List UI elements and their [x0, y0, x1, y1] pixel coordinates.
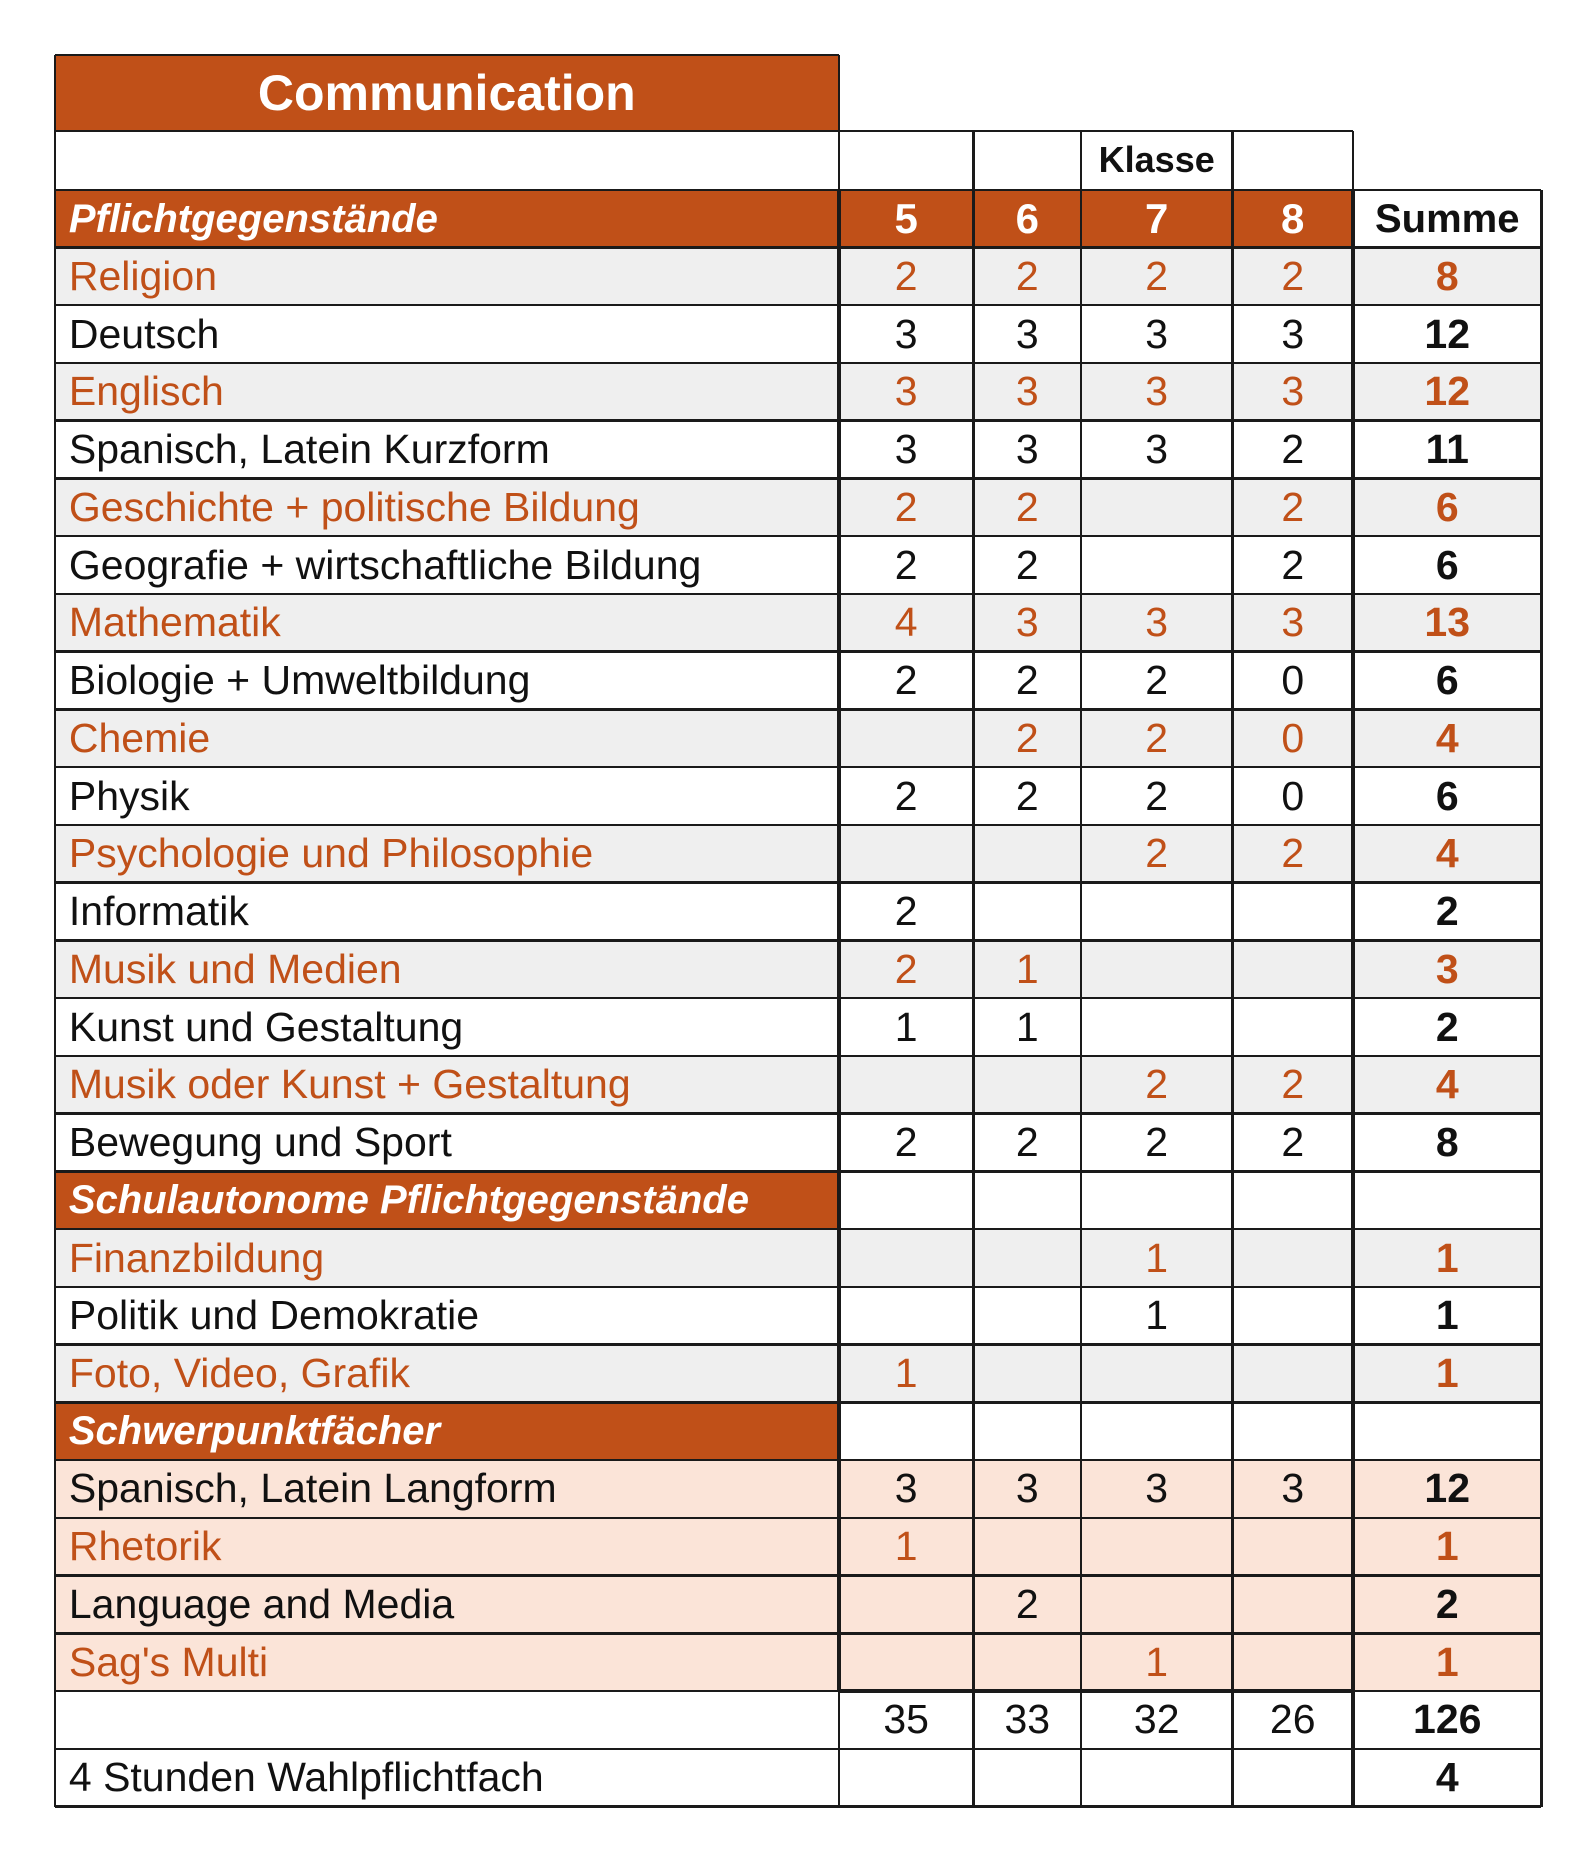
sum-cell: 2	[1353, 1576, 1542, 1634]
hours-cell: 2	[1081, 767, 1233, 825]
hours-cell: 3	[1232, 594, 1353, 652]
hours-cell: 3	[839, 305, 974, 363]
sum-cell: 4	[1353, 1056, 1542, 1114]
sum-cell: 6	[1353, 767, 1542, 825]
subject-label: Biologie + Umweltbildung	[55, 652, 839, 710]
subject-label: Chemie	[55, 709, 839, 767]
blank-cell	[1081, 1171, 1233, 1229]
grid-line	[55, 54, 839, 56]
hours-cell: 4	[839, 594, 974, 652]
hours-cell	[839, 1229, 974, 1287]
hours-cell	[974, 1287, 1081, 1345]
hours-cell: 3	[1081, 305, 1233, 363]
sum-cell: 4	[1353, 709, 1542, 767]
hours-cell	[974, 1345, 1081, 1403]
total-cell: 33	[974, 1691, 1081, 1749]
hours-cell: 2	[839, 1114, 974, 1172]
subject-label: Mathematik	[55, 594, 839, 652]
subject-label: Language and Media	[55, 1576, 839, 1634]
subject-label: Rhetorik	[55, 1518, 839, 1576]
hours-cell: 3	[1232, 1460, 1353, 1518]
grid-line	[55, 419, 1542, 421]
hours-cell	[839, 1056, 974, 1114]
footer-sum-cell: 4	[1353, 1749, 1542, 1807]
hours-cell	[1232, 1345, 1353, 1403]
hours-cell: 1	[839, 1518, 974, 1576]
grid-line	[54, 190, 56, 1807]
sum-cell: 1	[1353, 1229, 1542, 1287]
blank-cell	[1081, 1402, 1233, 1460]
hours-cell: 2	[974, 247, 1081, 305]
hours-cell: 3	[1081, 594, 1233, 652]
hours-cell	[839, 1287, 974, 1345]
grid-line	[55, 304, 1542, 306]
grid-line	[55, 939, 1542, 941]
hours-cell: 3	[1081, 363, 1233, 421]
hours-cell	[974, 1056, 1081, 1114]
hours-cell	[1232, 1576, 1353, 1634]
sum-cell: 11	[1353, 421, 1542, 479]
hours-cell	[1232, 1287, 1353, 1345]
hours-cell	[974, 1229, 1081, 1287]
grid-line	[1231, 131, 1233, 189]
grid-line	[55, 881, 1542, 883]
blank-header-cell	[974, 131, 1081, 189]
grid-line	[55, 708, 1542, 710]
hours-cell: 3	[1232, 305, 1353, 363]
sum-cell: 3	[1353, 940, 1542, 998]
total-cell: 32	[1081, 1691, 1233, 1749]
hours-cell: 2	[1232, 825, 1353, 883]
grid-line	[55, 1632, 1542, 1634]
sum-cell: 8	[1353, 1114, 1542, 1172]
hours-cell: 2	[1081, 247, 1233, 305]
sum-cell: 1	[1353, 1633, 1542, 1691]
grid-line	[1351, 190, 1355, 1691]
page-title: Communication	[55, 55, 839, 131]
hours-cell: 1	[839, 998, 974, 1056]
hours-cell: 3	[839, 421, 974, 479]
hours-cell: 2	[839, 478, 974, 536]
grand-total-cell: 126	[1353, 1691, 1542, 1749]
hours-cell	[1081, 883, 1233, 941]
hours-cell: 0	[1232, 767, 1353, 825]
hours-cell: 2	[1081, 825, 1233, 883]
grid-line	[55, 1228, 1542, 1230]
subject-label: Psychologie und Philosophie	[55, 825, 839, 883]
blank-cell	[839, 1749, 974, 1807]
subject-label: Musik oder Kunst + Gestaltung	[55, 1056, 839, 1114]
hours-cell: 3	[974, 363, 1081, 421]
grid-line	[839, 1689, 1353, 1693]
grid-line	[55, 130, 839, 132]
subject-label: Spanisch, Latein Langform	[55, 1460, 839, 1518]
hours-cell: 3	[1081, 1460, 1233, 1518]
grid-line	[55, 650, 1542, 652]
hours-cell	[839, 709, 974, 767]
footer-label: 4 Stunden Wahlpflichtfach	[55, 1749, 839, 1807]
grid-line	[55, 1574, 1542, 1576]
section-header: Schwerpunktfächer	[55, 1402, 839, 1460]
hours-cell: 2	[1232, 536, 1353, 594]
hours-cell: 1	[1081, 1229, 1233, 1287]
hours-cell: 2	[1081, 1114, 1233, 1172]
hours-cell	[974, 1633, 1081, 1691]
sum-cell: 2	[1353, 998, 1542, 1056]
grid-line	[55, 1112, 1542, 1114]
hours-cell: 3	[1081, 421, 1233, 479]
subject-label: Spanisch, Latein Kurzform	[55, 421, 839, 479]
grid-line	[55, 593, 1542, 595]
blank-cell	[1353, 1402, 1542, 1460]
grid-line	[837, 190, 841, 1691]
hours-cell	[839, 1576, 974, 1634]
sum-cell: 6	[1353, 652, 1542, 710]
hours-cell: 3	[974, 1460, 1081, 1518]
hours-cell	[974, 825, 1081, 883]
hours-cell: 1	[974, 998, 1081, 1056]
hours-cell	[974, 883, 1081, 941]
hours-cell	[1081, 1518, 1233, 1576]
hours-cell: 3	[974, 421, 1081, 479]
subject-label: Foto, Video, Grafik	[55, 1345, 839, 1403]
grid-line	[55, 1343, 1542, 1345]
hours-cell: 1	[974, 940, 1081, 998]
total-cell: 35	[839, 1691, 974, 1749]
grid-line	[1080, 190, 1082, 1807]
grid-line	[55, 1517, 1542, 1519]
grid-line	[55, 362, 1542, 364]
blank-cell	[839, 1402, 974, 1460]
subject-label: Sag's Multi	[55, 1633, 839, 1691]
hours-cell: 0	[1232, 709, 1353, 767]
grid-line	[838, 55, 840, 131]
hours-cell: 2	[839, 247, 974, 305]
hours-cell: 2	[839, 883, 974, 941]
grid-line	[55, 1055, 1542, 1057]
subject-label: Physik	[55, 767, 839, 825]
grid-line	[55, 1459, 1542, 1461]
hours-cell	[1232, 883, 1353, 941]
hours-cell: 2	[1081, 709, 1233, 767]
sum-cell: 12	[1353, 1460, 1542, 1518]
sum-cell: 2	[1353, 883, 1542, 941]
hours-cell	[974, 1518, 1081, 1576]
hours-cell	[1232, 1633, 1353, 1691]
blank-cell	[974, 1749, 1081, 1807]
grid-line	[55, 189, 1542, 191]
sum-cell: 13	[1353, 594, 1542, 652]
hours-cell: 3	[839, 363, 974, 421]
subject-label: Finanzbildung	[55, 1229, 839, 1287]
hours-cell: 0	[1232, 652, 1353, 710]
hours-cell: 2	[1232, 478, 1353, 536]
sum-cell: 12	[1353, 363, 1542, 421]
hours-cell: 1	[839, 1345, 974, 1403]
section-header: Pflichtgegenstände	[55, 190, 839, 248]
hours-cell: 1	[1081, 1633, 1233, 1691]
sum-cell: 8	[1353, 247, 1542, 305]
sum-cell: 1	[1353, 1287, 1542, 1345]
grade-column-8: 8	[1232, 190, 1353, 248]
hours-cell	[1081, 1576, 1233, 1634]
sum-cell: 1	[1353, 1518, 1542, 1576]
sum-cell: 6	[1353, 478, 1542, 536]
summe-header: Summe	[1374, 196, 1520, 241]
blank-cell	[1081, 1749, 1233, 1807]
grid-line	[55, 997, 1542, 999]
hours-cell	[839, 1633, 974, 1691]
subject-label: Kunst und Gestaltung	[55, 998, 839, 1056]
sum-cell: 12	[1353, 305, 1542, 363]
grid-line	[55, 824, 1542, 826]
hours-cell: 2	[974, 652, 1081, 710]
sum-cell: 6	[1353, 536, 1542, 594]
grid-line	[54, 55, 56, 131]
blank-header-cell	[55, 131, 839, 189]
hours-cell: 2	[1232, 1056, 1353, 1114]
hours-cell: 2	[1081, 652, 1233, 710]
blank-cell	[839, 1171, 974, 1229]
sum-cell: 1	[1353, 1345, 1542, 1403]
blank-cell	[55, 1691, 839, 1749]
hours-cell: 2	[839, 652, 974, 710]
hours-cell: 3	[974, 305, 1081, 363]
grid-line	[55, 1286, 1542, 1288]
blank-cell	[1232, 1749, 1353, 1807]
blank-cell	[1232, 1171, 1353, 1229]
grid-line	[55, 535, 1542, 537]
grid-line	[1352, 131, 1354, 189]
hours-cell: 2	[1232, 1114, 1353, 1172]
hours-cell: 2	[1232, 247, 1353, 305]
grid-line	[55, 766, 1542, 768]
grid-line	[54, 131, 56, 189]
grid-line	[55, 246, 1542, 248]
grid-line	[55, 477, 1542, 479]
hours-cell	[1081, 478, 1233, 536]
hours-cell	[1232, 1229, 1353, 1287]
hours-cell: 2	[974, 1576, 1081, 1634]
hours-cell	[1232, 940, 1353, 998]
hours-cell: 3	[974, 594, 1081, 652]
blank-cell	[1232, 1402, 1353, 1460]
section-header: Schulautonome Pflichtgegenstände	[55, 1171, 839, 1229]
grid-line	[55, 1748, 1542, 1750]
grid-line	[55, 1401, 1542, 1403]
subject-label: Geschichte + politische Bildung	[55, 478, 839, 536]
grid-line	[839, 130, 1353, 132]
hours-cell: 2	[1232, 421, 1353, 479]
hours-cell: 2	[974, 1114, 1081, 1172]
grid-line	[1080, 131, 1082, 189]
subject-label: Informatik	[55, 883, 839, 941]
subject-label: Religion	[55, 247, 839, 305]
hours-cell: 3	[1232, 363, 1353, 421]
grid-line	[972, 190, 974, 1807]
subject-label: Geografie + wirtschaftliche Bildung	[55, 536, 839, 594]
subject-label: Politik und Demokratie	[55, 1287, 839, 1345]
hours-cell	[1081, 536, 1233, 594]
grade-column-5: 5	[839, 190, 974, 248]
hours-cell: 2	[974, 767, 1081, 825]
blank-cell	[1353, 1171, 1542, 1229]
grid-line	[1540, 190, 1542, 1807]
hours-cell	[1232, 1518, 1353, 1576]
sum-cell: 4	[1353, 825, 1542, 883]
grid-line	[838, 131, 840, 189]
klasse-label: Klasse	[1098, 139, 1215, 181]
blank-header-cell	[1232, 131, 1353, 189]
blank-cell	[974, 1402, 1081, 1460]
hours-cell: 2	[974, 478, 1081, 536]
subject-label: Deutsch	[55, 305, 839, 363]
subject-label: Englisch	[55, 363, 839, 421]
hours-cell: 2	[839, 767, 974, 825]
grid-line	[1231, 190, 1233, 1807]
hours-cell	[1081, 940, 1233, 998]
hours-cell: 3	[839, 1460, 974, 1518]
subject-label: Musik und Medien	[55, 940, 839, 998]
hours-cell: 1	[1081, 1287, 1233, 1345]
hours-cell: 2	[1081, 1056, 1233, 1114]
hours-cell	[839, 825, 974, 883]
grid-line	[55, 1170, 1542, 1172]
hours-cell	[1232, 998, 1353, 1056]
hours-cell	[1081, 998, 1233, 1056]
grid-line	[972, 131, 974, 189]
blank-cell	[974, 1171, 1081, 1229]
grade-column-6: 6	[974, 190, 1081, 248]
total-cell: 26	[1232, 1691, 1353, 1749]
subject-label: Bewegung und Sport	[55, 1114, 839, 1172]
hours-cell	[1081, 1345, 1233, 1403]
hours-cell: 2	[974, 709, 1081, 767]
grade-column-7: 7	[1081, 190, 1233, 248]
hours-cell: 2	[839, 536, 974, 594]
hours-cell: 2	[839, 940, 974, 998]
grid-line	[55, 1805, 1542, 1807]
hours-cell: 2	[974, 536, 1081, 594]
blank-header-cell	[839, 131, 974, 189]
